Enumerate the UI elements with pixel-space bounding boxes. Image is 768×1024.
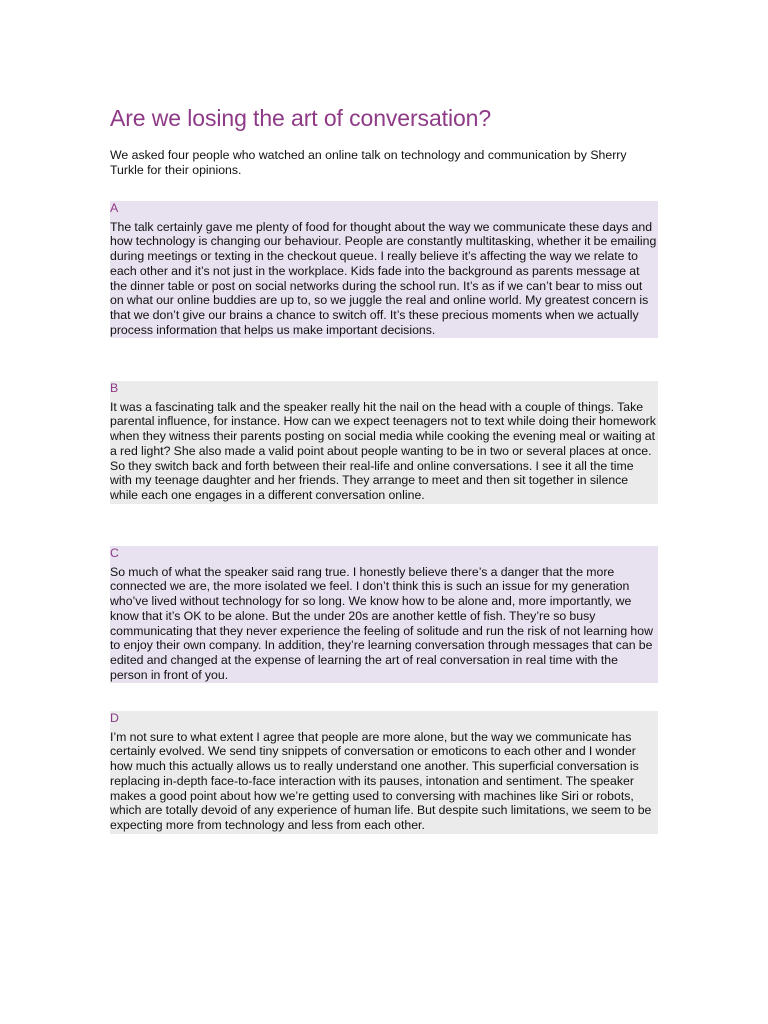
response-block-a <box>110 201 658 338</box>
article <box>110 104 658 832</box>
response-text: It was a fascinating talk and the speaker really hit the nail on the head with a couple of things. Take parental influence, for instance. How can we expect teenagers not to text while doing their homework when they witness their parents posting on social media while cooking the evening meal or waiting at a red light? She also made a valid point about people wanting to be in two or several places at once. So they switch back and forth between their real-life and online conversations. I see it all the time with my teenage daughter and her friends. They arrange to meet and then sit together in silence while each one engages in a different conversation online. <box>110 399 656 502</box>
response-text: I’m not sure to what extent I agree that people are more alone, but the way we communicate has certainly evolved. We send tiny snippets of conversation or emoticons to each other and I wonder how much this actually allows us to really understand one another. This superficial conversation is replacing in-depth face-to-face interaction with its pauses, intonation and sentiment. The speaker makes a good point about how we’re getting used to conversing with machines like Siri or robots, which are totally devoid of any experience of human life. But despite such limitations, we seem to be expecting more from technology and less from each other. <box>110 729 652 832</box>
response-block-c <box>110 546 658 683</box>
page-title: Are we losing the art of conversation? <box>110 105 492 131</box>
response-block-d <box>110 711 658 834</box>
response-letter: D <box>110 711 119 725</box>
response-letter: B <box>110 381 119 395</box>
response-letter: C <box>110 546 119 560</box>
response-text: So much of what the speaker said rang true. I honestly believe there’s a danger that the more connected we are, the more isolated we feel. I don’t think this is such an issue for my generation who’ve lived without technology for so long. We know how to be alone and, more importantly, we know that it’s OK to be alone. But the under 20s are another kettle of fish. They’re so busy communicating that they never experience the feeling of solitude and run the risk of not learning how to enjoy their own company. In addition, they’re learning conversation through messages that can be edited and changed at the expense of learning the art of real conversation in real time with the person in front of you. <box>110 564 653 682</box>
response-text: The talk certainly gave me plenty of food for thought about the way we communicate these days and how technology is changing our behaviour. People are constantly multitasking, whether it be emailing during meetings or texting in the checkout queue. I really believe it’s affecting the way we relate to each other and it’s not just in the workplace. Kids fade into the background as parents message at the dinner table or post on social networks during the school run. It’s as if we can’t bear to miss out on what our online buddies are up to, so we juggle the real and online world. My greatest concern is that we don’t give our brains a chance to switch off. It’s these precious moments when we actually process information that helps us make important decisions. <box>110 219 657 337</box>
intro-paragraph: We asked four people who watched an online talk on technology and communication by Sherry Turkle for their opinions. <box>110 148 627 177</box>
response-letter: A <box>110 201 119 215</box>
response-block-b <box>110 381 658 504</box>
